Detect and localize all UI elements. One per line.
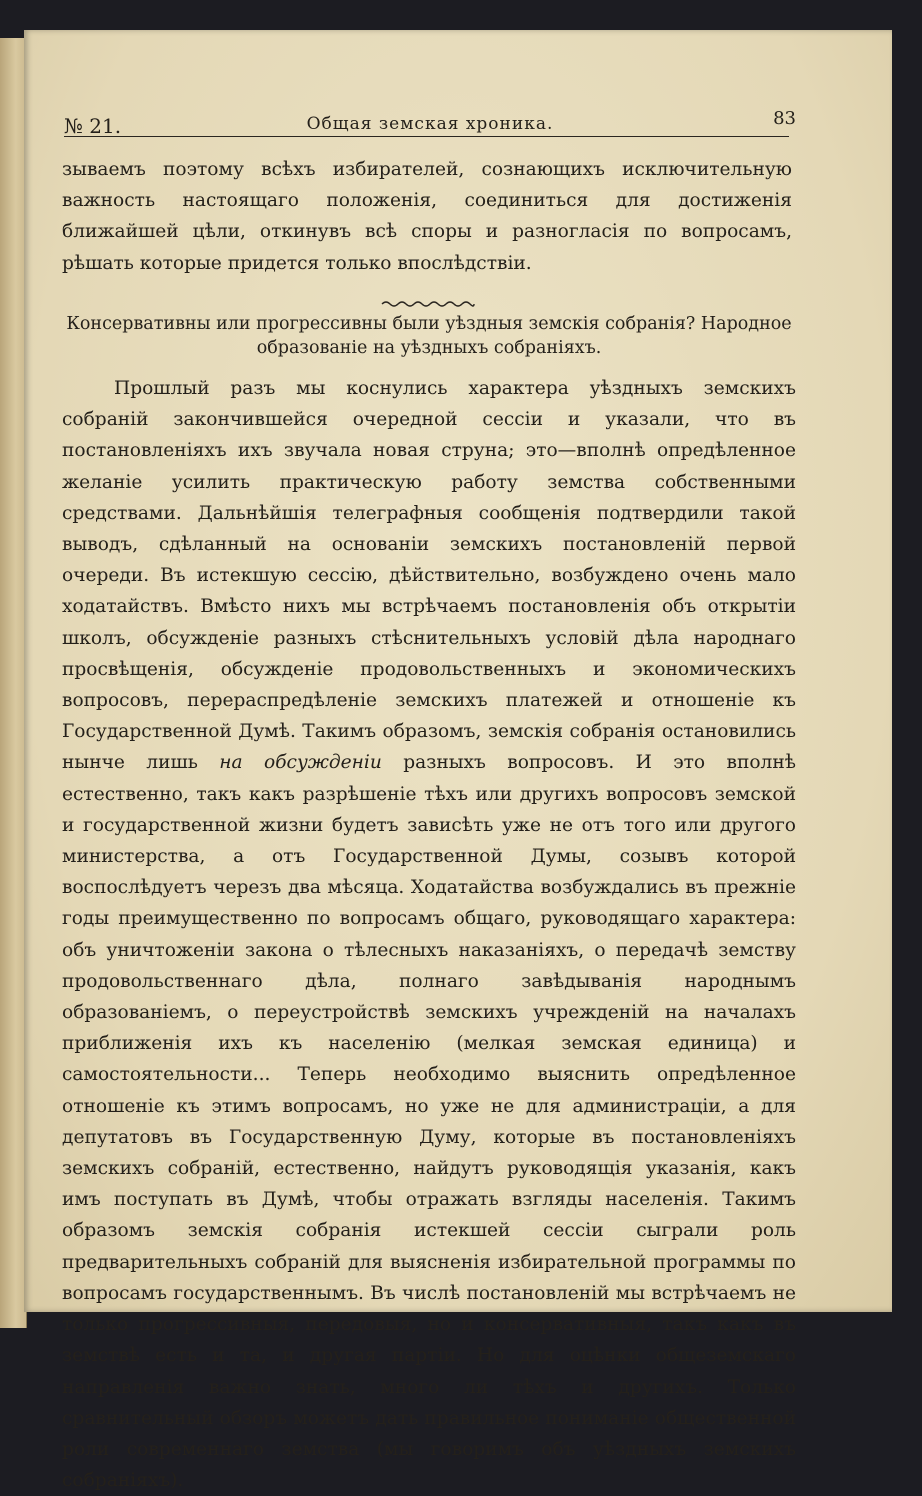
main-paragraph (62, 373, 796, 1496)
page-header (64, 110, 796, 138)
running-title: Общая земская хроника. (306, 114, 554, 134)
main-paragraph-part2: разныхъ вопросовъ. И это вполнѣ естественно, такъ какъ разрѣшеніе тѣхъ или другихъ вопросовъ земской и государственной жизни будетъ зависѣть уже не отъ того или другого министерства, а отъ Государственной Думы, созывъ которой воспослѣдуетъ черезъ два мѣсяца. Ходатайства возбуждались въ прежніе годы преимущественно по вопросамъ общаго, руководящаго характера: объ уничтоженіи закона о тѣлесныхъ наказаніяхъ, о передачѣ земству продовольственнаго дѣла, полнаго завѣдыванія народнымъ образованіемъ, о переустройствѣ земскихъ учрежденій на началахъ приближенія ихъ къ населенію (мелкая земская единица) и самостоятельности... Теперь необходимо выяснить опредѣленное отношеніе къ этимъ вопросамъ, но уже не для администраціи, а для депутатовъ въ Государственную Думу, которые въ постановленіяхъ земскихъ собраній, естественно, найдутъ руководящія указанія, какъ имъ поступать въ Думѣ, чтобы отражать взгляды населенія. Такимъ образомъ земскія собранія истекшей сессіи сыграли роль предварительныхъ собраній для выясненія избирательной программы по вопросамъ государственнымъ. Въ числѣ постановленій мы встрѣчаемъ не только прогрессивныя, передовыя, но и консервативныя, такъ какъ въ земствѣ есть и та, и другая партіи. Но для оцѣнки общеземскаго направленія важно знать, много ли тѣхъ и другихъ. Только сравнительный обзоръ можетъ дать правильное пониманіе общественной роли современнаго земства (мы говоримъ объ уѣздныхъ земскихъ собраніяхъ). (62, 752, 796, 1492)
main-paragraph-emphasis: на обсужденіи (219, 752, 382, 774)
header-rule (64, 136, 789, 137)
section-heading: Консервативны или прогрессивны были уѣздныя земскія собранія? Народное образованіе на уѣздныхъ собраніяхъ. (66, 314, 792, 358)
opening-paragraph: зываемъ поэтому всѣхъ избирателей, сознающихъ исключительную важность настоящаго положенія, соединиться для достиженія ближайшей цѣли, откинувъ всѣ споры и разногласія по вопросамъ, рѣшать которые придется только впослѣдствіи. (62, 159, 792, 274)
issue-number: № 21. (64, 114, 122, 138)
scanned-page (24, 30, 892, 1492)
page-number: 83 (773, 108, 796, 129)
wavy-divider (380, 298, 476, 310)
previous-page-edge (0, 38, 27, 1328)
main-paragraph-part1: Прошлый разъ мы коснулись характера уѣздныхъ земскихъ собраній закончившейся очередной сессіи и указали, что въ постановленіяхъ ихъ звучала новая струна; это—вполнѣ опредѣленное желаніе усилить практическую работу земства собственными средствами. Дальнѣйшія телеграфныя сообщенія подтвердили такой выводъ, сдѣланный на основаніи земскихъ постановленій первой очереди. Въ истекшую сессію, дѣйствительно, возбуждено очень мало ходатайствъ. Вмѣсто нихъ мы встрѣчаемъ постановленія объ открытіи школъ, обсужденіе разныхъ стѣснительныхъ условій дѣла народнаго просвѣщенія, обсужденіе продовольственныхъ и экономическихъ вопросовъ, перераспредѣленіе земскихъ платежей и отношеніе къ Государственной Думѣ. Такимъ образомъ, земскія собранія остановились нынче лишь (62, 378, 796, 774)
